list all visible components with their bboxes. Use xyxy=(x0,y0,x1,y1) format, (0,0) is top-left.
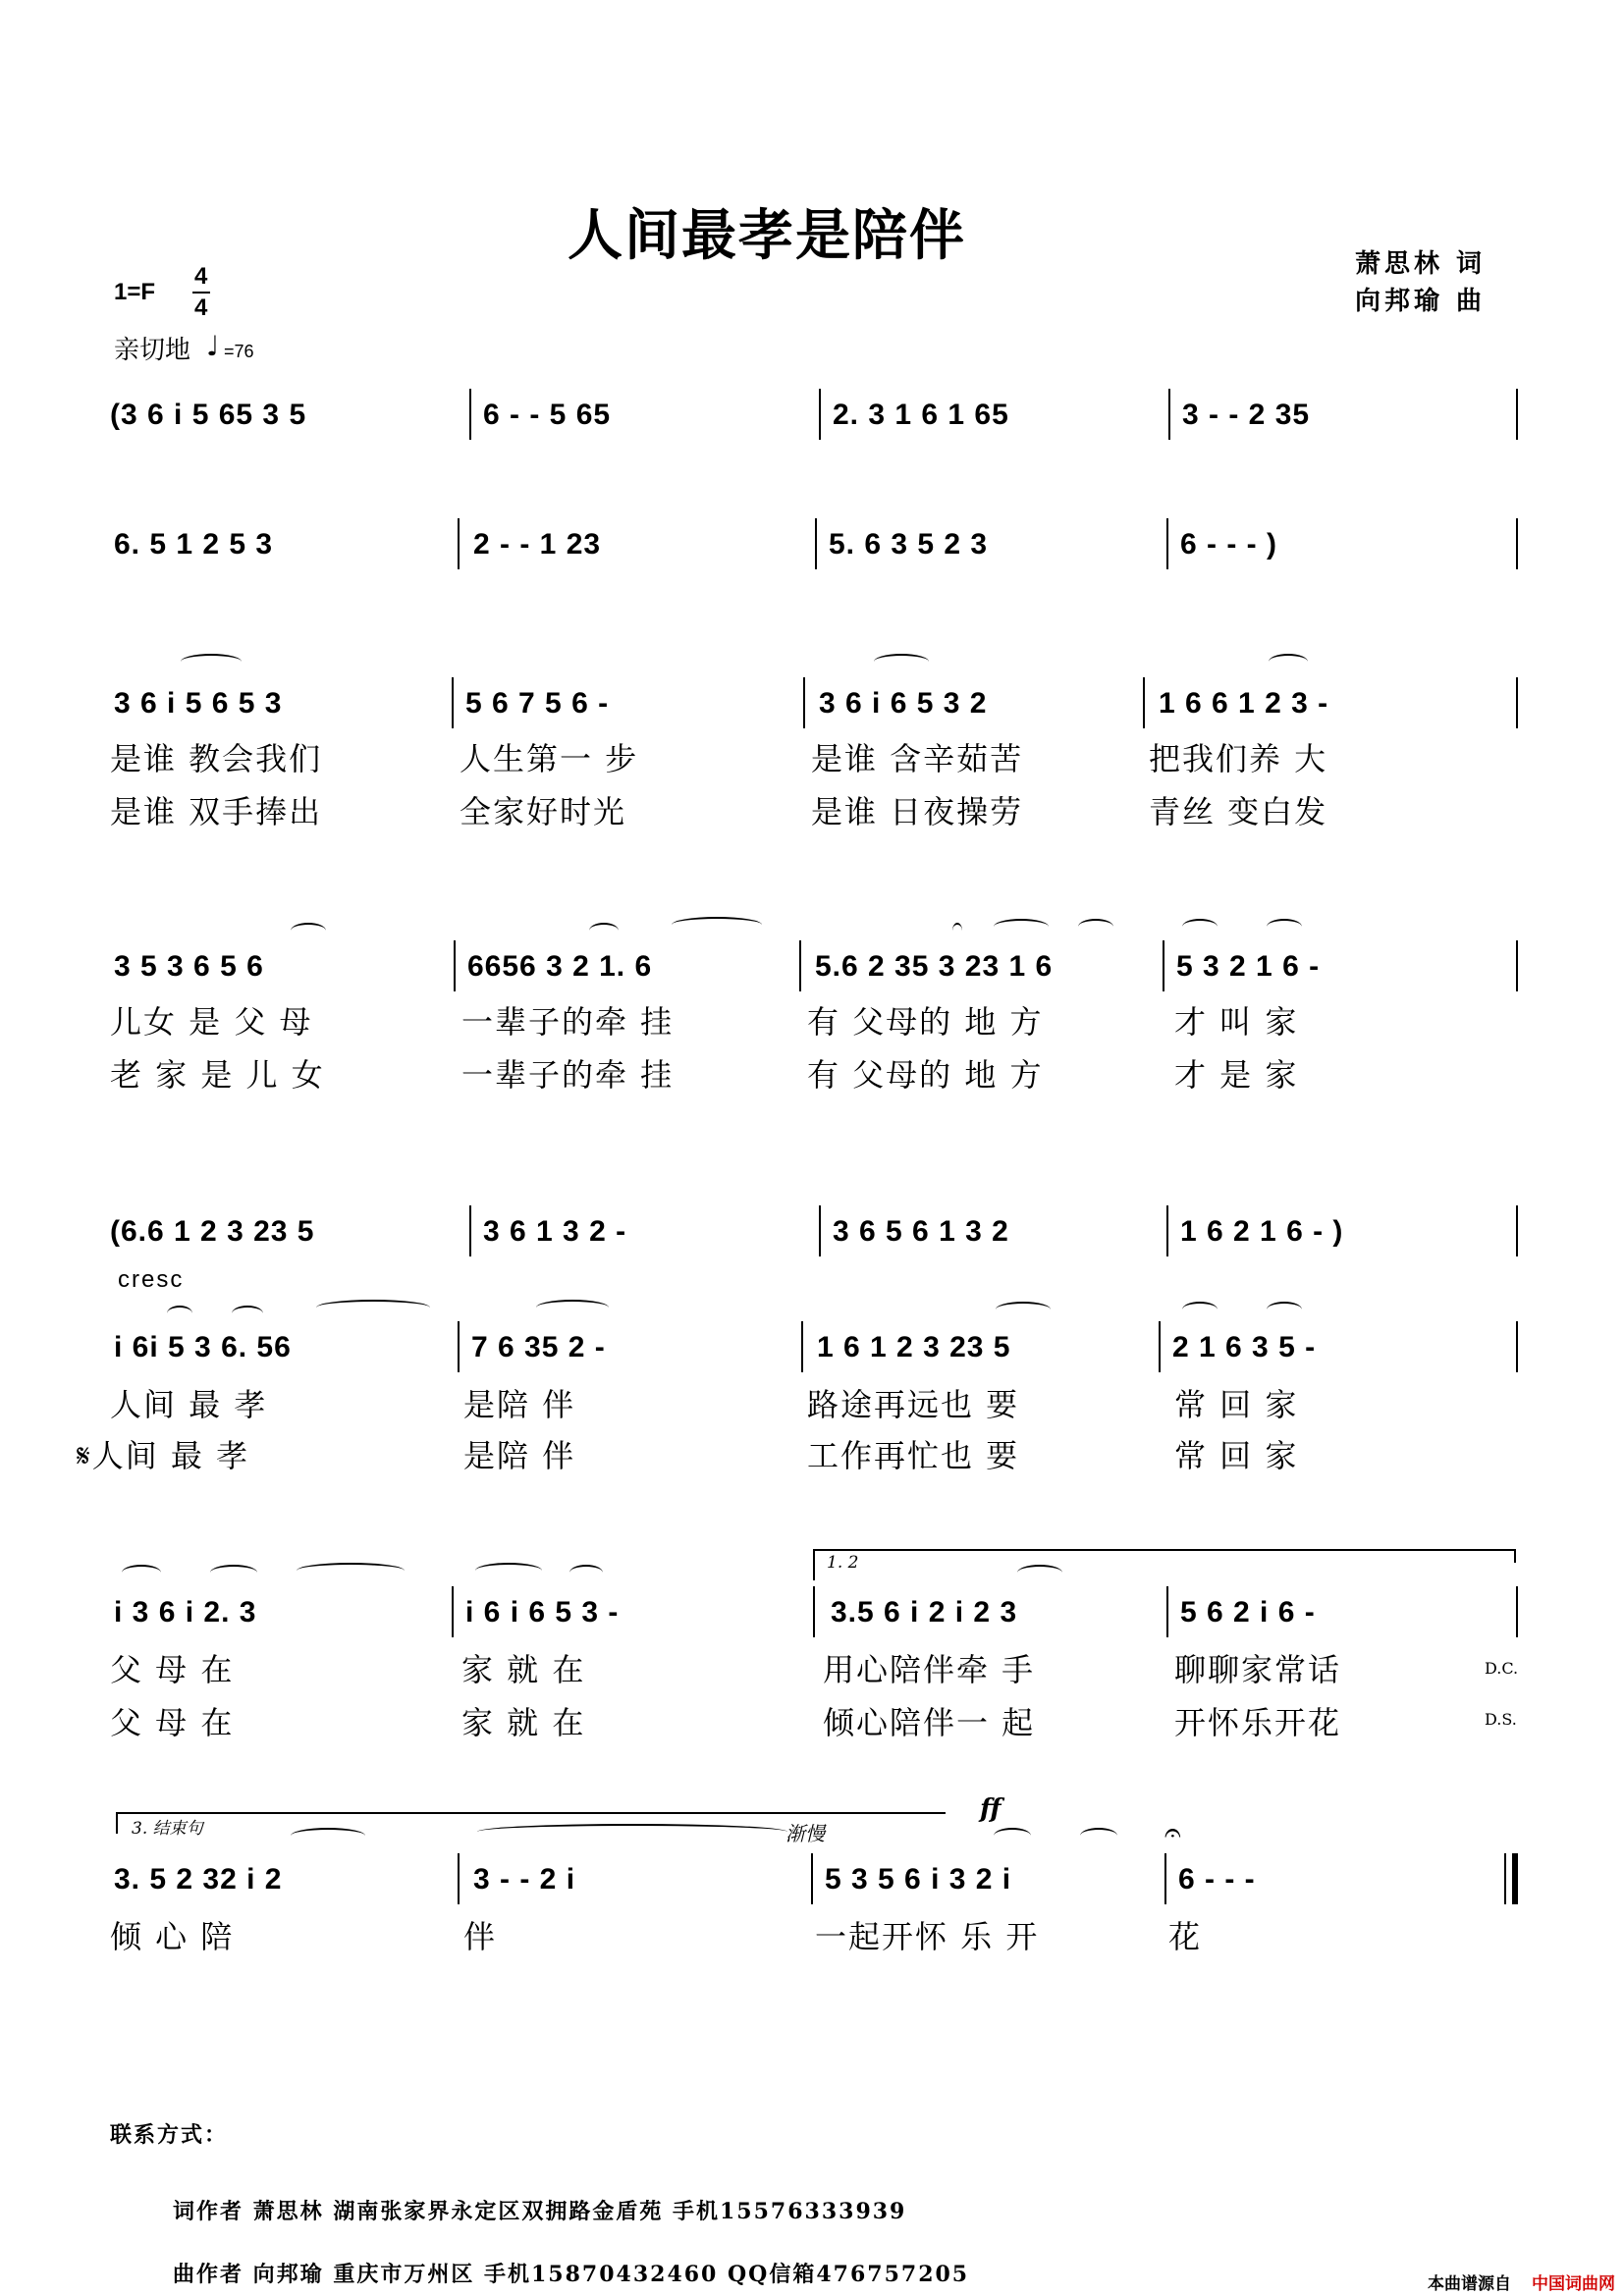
lyric-line-1: 是谁 含辛茹苦 xyxy=(811,740,1024,777)
barline xyxy=(458,518,460,569)
lyric-line-1: 伴 xyxy=(463,1918,498,1955)
measure: 2 - - 1 23 xyxy=(473,528,602,561)
measure: 5 3 5 6 i 3 2 i xyxy=(825,1863,1012,1896)
lyric-line-2: 青丝 变白发 xyxy=(1149,793,1328,830)
barline xyxy=(813,1586,815,1637)
lyric-line-1: 儿女 是 父 母 xyxy=(110,1003,313,1041)
final-barline-thin xyxy=(1504,1853,1506,1904)
barline xyxy=(454,940,456,991)
slur xyxy=(1080,1828,1117,1843)
measure: 3 6 i 6 5 3 2 xyxy=(819,687,988,720)
fermata-icon: 𝄐 xyxy=(1164,1816,1181,1850)
barline xyxy=(801,1321,803,1372)
slur xyxy=(167,1306,192,1321)
expression-mark: 亲切地 xyxy=(114,336,191,365)
barline xyxy=(1164,1853,1166,1904)
lyric-line-1: 用心陪伴牵 手 xyxy=(823,1651,1036,1688)
slur xyxy=(952,923,962,938)
cresc-mark: cresc xyxy=(118,1266,185,1293)
barline xyxy=(811,1853,813,1904)
measure: 3 5 3 6 5 6 xyxy=(114,950,264,983)
slur xyxy=(1267,1302,1302,1317)
measure: 3 6 1 3 2 - xyxy=(483,1215,627,1248)
barline xyxy=(1516,677,1518,728)
barline xyxy=(815,518,817,569)
lyric-line-1: 人间 最 孝 xyxy=(110,1386,268,1423)
measure: 7 6 35 2 - xyxy=(471,1331,606,1363)
lyric-line-1: 家 就 在 xyxy=(461,1651,586,1688)
time-signature-top: 4 xyxy=(194,263,208,290)
volta-bracket-top xyxy=(813,1549,1516,1551)
slur xyxy=(1078,919,1113,934)
measure: 5 6 7 5 6 - xyxy=(465,687,610,720)
slur xyxy=(232,1306,263,1321)
slur xyxy=(477,1824,787,1840)
composer-credit: 向邦瑜 曲 xyxy=(1355,287,1487,316)
ds-mark: D.S. xyxy=(1485,1710,1517,1729)
slur xyxy=(297,1563,405,1578)
measure: 6. 5 1 2 5 3 xyxy=(114,528,274,561)
barline xyxy=(452,1586,454,1637)
barline xyxy=(1166,1205,1168,1256)
lyric-line-1: 人生第一 步 xyxy=(460,740,639,777)
source-site-link[interactable]: 中国词曲网 xyxy=(1532,2274,1615,2294)
slur xyxy=(291,923,326,938)
lyric-line-2: 一辈子的牵 挂 xyxy=(461,1056,675,1094)
barline xyxy=(469,389,471,440)
barline xyxy=(1516,1586,1518,1637)
time-signature-line xyxy=(192,292,210,294)
slur xyxy=(210,1565,257,1580)
measure: (6.6 1 2 3 23 5 xyxy=(110,1215,315,1248)
slur xyxy=(475,1563,542,1578)
slur xyxy=(316,1300,430,1315)
key-signature: 1=F xyxy=(114,279,156,305)
measure: 3 6 5 6 1 3 2 xyxy=(833,1215,1009,1248)
barline xyxy=(1166,518,1168,569)
lyric-line-1: 花 xyxy=(1168,1918,1203,1955)
volta-label: 1. 2 xyxy=(827,1553,859,1573)
measure: (3 6 i 5 65 3 5 xyxy=(110,399,307,431)
barline xyxy=(1143,677,1145,728)
lyric-line-1: 是谁 教会我们 xyxy=(110,740,323,777)
measure: 6656 3 2 1. 6 xyxy=(467,950,653,983)
barline xyxy=(1516,518,1518,569)
lyric-line-2: 是陪 伴 xyxy=(463,1437,576,1474)
slur xyxy=(1017,1565,1062,1580)
ritardando-mark: 渐慢 xyxy=(785,1822,825,1845)
measure: 2 1 6 3 5 - xyxy=(1172,1331,1317,1363)
measure: 5 6 2 i 6 - xyxy=(1180,1596,1316,1629)
measure: 6 - - - xyxy=(1178,1863,1256,1896)
lyric-line-1: 常 回 家 xyxy=(1174,1386,1299,1423)
composer-contact: 曲作者 向邦瑜 重庆市万州区 手机15870432460 QQ信箱476757205 xyxy=(173,2262,970,2287)
slur xyxy=(291,1828,365,1843)
lyric-line-2: 是谁 日夜操劳 xyxy=(811,793,1024,830)
measure: i 6i 5 3 6. 56 xyxy=(114,1331,292,1363)
measure: 5. 6 3 5 2 3 xyxy=(829,528,989,561)
barline xyxy=(803,677,805,728)
measure: 2. 3 1 6 1 65 xyxy=(833,399,1009,431)
lyric-line-2: 倾心陪伴一 起 xyxy=(823,1704,1036,1741)
lyric-line-2: 常 回 家 xyxy=(1174,1437,1299,1474)
slur xyxy=(672,917,762,933)
measure: 6 - - - ) xyxy=(1180,528,1277,561)
barline xyxy=(1516,1205,1518,1256)
measure: 3.5 6 i 2 i 2 3 xyxy=(831,1596,1018,1629)
dc-mark: D.C. xyxy=(1485,1659,1519,1678)
lyric-line-2: 工作再忙也 要 xyxy=(807,1437,1020,1474)
barline xyxy=(1516,1321,1518,1372)
measure: i 6 i 6 5 3 - xyxy=(465,1596,620,1629)
barline xyxy=(458,1321,460,1372)
barline xyxy=(799,940,801,991)
barline xyxy=(458,1853,460,1904)
tempo-value: =76 xyxy=(224,342,254,361)
lyric-line-1: 有 父母的 地 方 xyxy=(807,1003,1044,1041)
slur xyxy=(1267,919,1302,934)
lyric-line-2: 全家好时光 xyxy=(460,793,627,830)
barline xyxy=(452,677,454,728)
measure: i 3 6 i 2. 3 xyxy=(114,1596,257,1629)
slur xyxy=(994,1828,1031,1843)
measure: 5.6 2 35 3 23 1 6 xyxy=(815,950,1054,983)
measure: 1 6 1 2 3 23 5 xyxy=(817,1331,1011,1363)
lyric-line-1: 才 叫 家 xyxy=(1174,1003,1299,1041)
volta-bracket-left xyxy=(116,1812,118,1834)
slur xyxy=(1269,654,1308,669)
barline xyxy=(1516,940,1518,991)
lyric-line-1: 父 母 在 xyxy=(110,1651,235,1688)
lyric-line-2: 父 母 在 xyxy=(110,1704,235,1741)
lyric-line-1: 一起开怀 乐 开 xyxy=(815,1918,1040,1955)
measure: 5 3 2 1 6 - xyxy=(1176,950,1321,983)
barline xyxy=(819,389,821,440)
lyric-line-2: 𝄋人间 最 孝 xyxy=(77,1437,250,1474)
volta-bracket-top xyxy=(116,1812,946,1814)
slur xyxy=(589,923,619,938)
lyric-line-1: 聊聊家常话 xyxy=(1174,1651,1342,1688)
volta-label: 3. 结束句 xyxy=(132,1819,203,1839)
slur xyxy=(181,654,242,669)
time-signature-bottom: 4 xyxy=(194,294,208,321)
lyric-line-1: 一辈子的牵 挂 xyxy=(461,1003,675,1041)
lyric-line-1: 是陪 伴 xyxy=(463,1386,576,1423)
slur xyxy=(874,654,929,669)
fortissimo-mark: ff xyxy=(980,1794,1001,1824)
measure: 3. 5 2 32 i 2 xyxy=(114,1863,283,1896)
lyric-line-2: 家 就 在 xyxy=(461,1704,586,1741)
lyricist-credit: 萧思林 词 xyxy=(1355,249,1487,279)
measure: 3 - - 2 35 xyxy=(1182,399,1311,431)
measure: 1 6 2 1 6 - ) xyxy=(1180,1215,1344,1248)
volta-bracket-right xyxy=(1514,1549,1516,1563)
volta-bracket-left xyxy=(813,1549,815,1580)
measure: 1 6 6 1 2 3 - xyxy=(1159,687,1329,720)
measure: 6 - - 5 65 xyxy=(483,399,612,431)
lyric-line-2: 有 父母的 地 方 xyxy=(807,1056,1044,1094)
barline xyxy=(1159,1321,1161,1372)
lyric-line-1: 倾 心 陪 xyxy=(110,1918,235,1955)
measure: 3 6 i 5 6 5 3 xyxy=(114,687,283,720)
slur xyxy=(569,1565,603,1580)
lyric-line-2: 才 是 家 xyxy=(1174,1056,1299,1094)
slur xyxy=(1182,919,1218,934)
slur xyxy=(996,1302,1051,1317)
final-barline-thick xyxy=(1512,1853,1518,1904)
lyric-line-2: 是谁 双手捧出 xyxy=(110,793,323,830)
song-title: 人间最孝是陪伴 xyxy=(568,203,966,268)
slur xyxy=(1182,1302,1218,1317)
quarter-note-icon: ♩ xyxy=(206,330,220,362)
contact-heading: 联系方式： xyxy=(110,2122,229,2148)
barline xyxy=(1166,1586,1168,1637)
lyric-line-2: 老 家 是 儿 女 xyxy=(110,1056,325,1094)
slur xyxy=(122,1565,161,1580)
barline xyxy=(819,1205,821,1256)
lyricist-contact: 词作者 萧思林 湖南张家界永定区双拥路金盾苑 手机15576333939 xyxy=(173,2199,907,2224)
lyric-line-1: 路途再远也 要 xyxy=(807,1386,1020,1423)
barline xyxy=(1163,940,1164,991)
slur xyxy=(536,1300,609,1315)
barline xyxy=(1168,389,1170,440)
measure: 3 - - 2 i xyxy=(473,1863,576,1896)
slur xyxy=(994,919,1049,934)
barline xyxy=(1516,389,1518,440)
lyric-line-2: 开怀乐开花 xyxy=(1174,1704,1342,1741)
lyric-line-1: 把我们养 大 xyxy=(1149,740,1328,777)
source-prefix: 本曲谱源自 xyxy=(1428,2274,1511,2294)
barline xyxy=(469,1205,471,1256)
